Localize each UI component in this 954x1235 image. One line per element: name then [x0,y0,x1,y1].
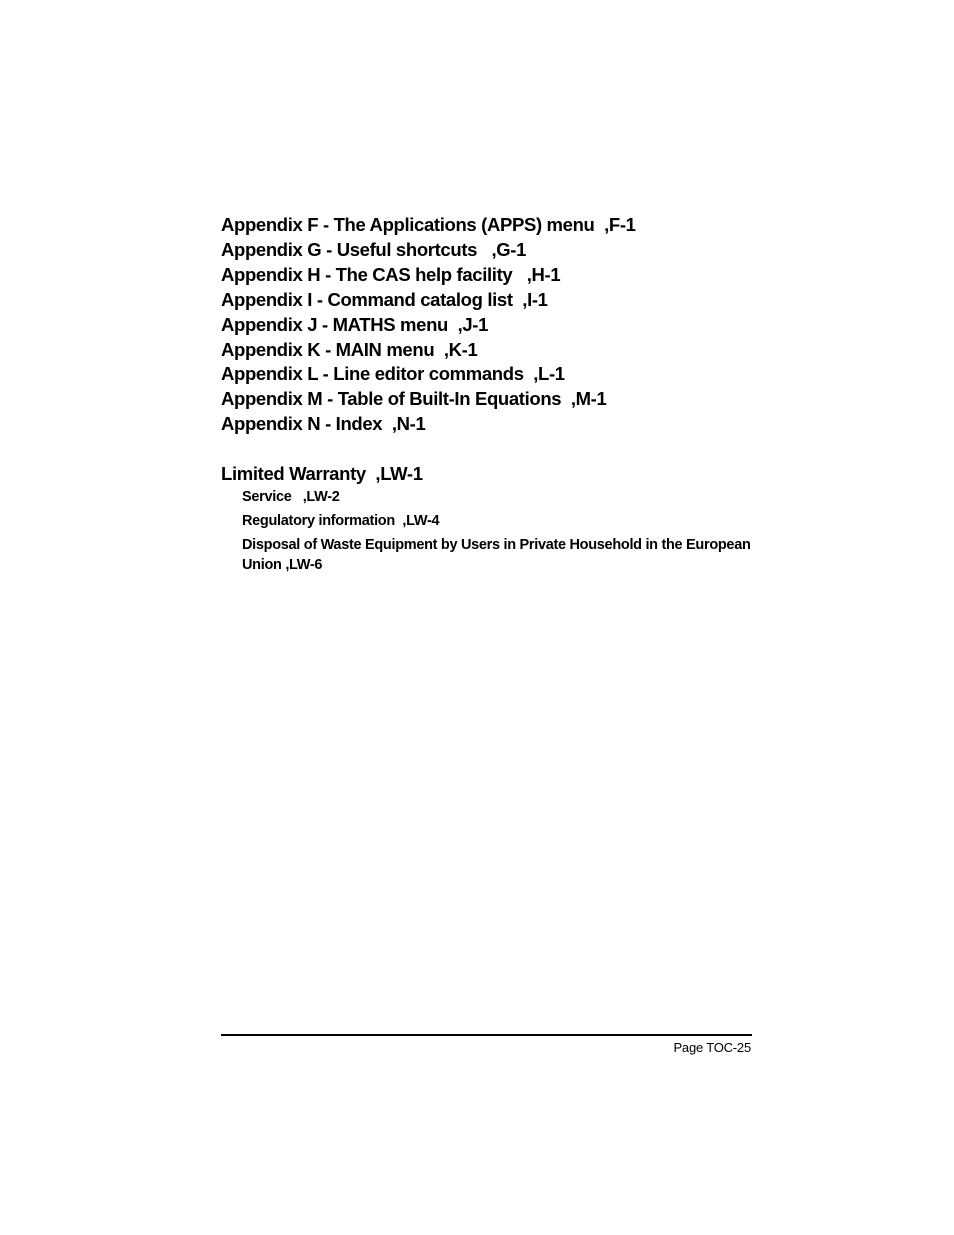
toc-entry-page: ,M-1 [570,388,607,410]
toc-entry-limited-warranty[interactable] [221,462,761,487]
toc-entry-appendix-h[interactable] [221,263,761,288]
toc-entry-page: ,H-1 [526,263,561,285]
toc-entry-label: Service [242,489,292,506]
toc-entry-label: Appendix F - The Applications (APPS) menu [221,214,595,235]
warranty-subentries [242,487,761,575]
toc-entry-label: Appendix L - Line editor commands [221,363,524,385]
toc-entry-appendix-j[interactable] [221,313,761,338]
toc-entry-page: ,LW-2 [302,489,340,506]
toc-entry-page: ,I-1 [522,288,548,310]
toc-entry-page: ,G-1 [491,238,527,260]
toc-entry-label: Appendix I - Command catalog list [221,288,513,310]
toc-entry-label: Regulatory information [242,513,395,530]
toc-entry-page: ,LW-6 [285,557,323,574]
toc-entry-label: Appendix N - Index [221,413,383,435]
toc-subentry-service[interactable] [242,487,761,507]
toc-entry-label: Limited Warranty [221,463,366,485]
toc-entry-page: ,F-1 [604,214,636,235]
toc-entry-label: Appendix J - MATHS menu [221,313,448,335]
toc-entry-label: Appendix H - The CAS help facility [221,263,513,285]
toc-entry-page: ,L-1 [533,363,565,385]
toc-entry-page: ,J-1 [457,313,489,335]
toc-subentry-disposal-of-waste[interactable] [242,535,762,575]
section-spacer [221,437,761,462]
toc-entry-appendix-k[interactable] [221,338,761,363]
toc-entry-label: Appendix K - MAIN menu [221,338,435,360]
toc-entry-page: ,LW-4 [402,513,440,530]
toc-entry-label: Appendix G - Useful shortcuts [221,238,478,260]
toc-entry-label: Appendix M - Table of Built-In Equations [221,388,562,410]
footer-divider [221,1034,752,1036]
toc-entry-appendix-l[interactable] [221,362,761,387]
toc-entry-appendix-f[interactable] [221,213,761,238]
toc-entry-appendix-g[interactable] [221,238,761,263]
toc-entry-appendix-i[interactable] [221,288,761,313]
toc-entry-page: ,N-1 [391,413,426,435]
page-number: Page TOC-25 [673,1040,751,1055]
toc-entry-appendix-m[interactable] [221,387,761,412]
toc-entry-appendix-n[interactable] [221,412,761,437]
toc-subentry-regulatory-information[interactable] [242,511,761,531]
table-of-contents [221,213,761,575]
toc-entry-page: ,K-1 [443,338,478,360]
toc-entry-page: ,LW-1 [375,463,423,485]
toc-entry-label: Disposal of Waste Equipment by Users in Private Household in the European Union [242,537,751,574]
